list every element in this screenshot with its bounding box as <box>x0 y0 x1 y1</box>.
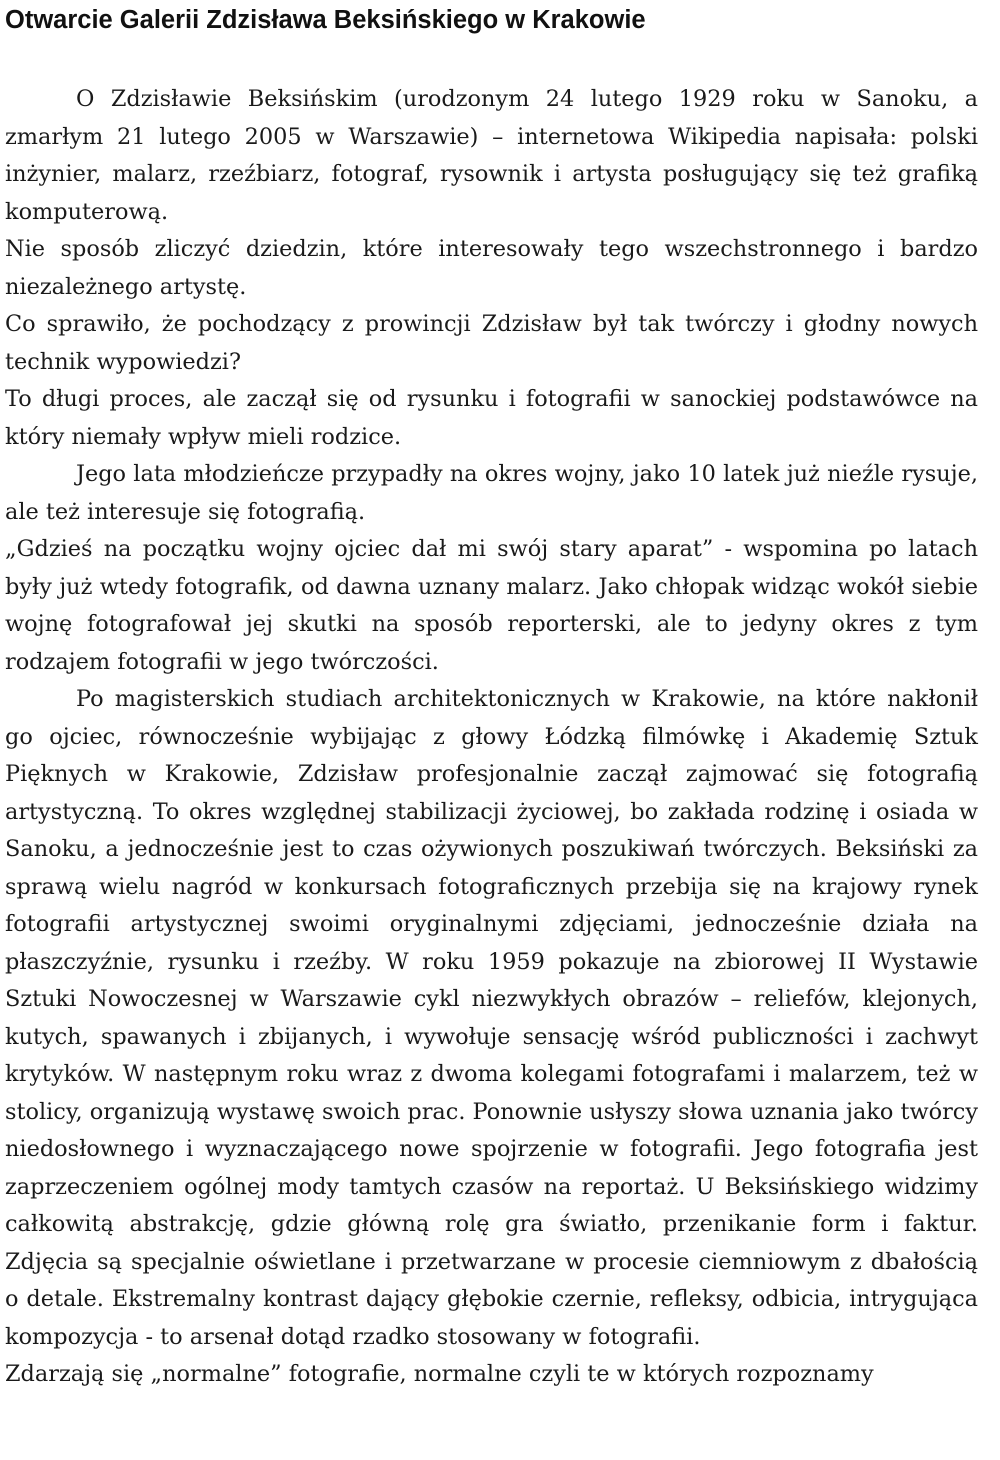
paragraph: Co sprawiło, że pochodzący z prowincji Zdzisław był tak twórczy i głodny nowych technik wypowiedzi? <box>5 311 978 375</box>
document-body <box>5 81 978 1394</box>
paragraph: Po magisterskich studiach architektonicznych w Krakowie, na które nakłonił go ojciec, równocześnie wybijając z głowy Łódzką filmówkę i Akademię Sztuk Pięknych w Krakowie, Zdzisław profesjonalnie zaczął zajmować się fotografią artystyczną. To okres względnej stabilizacji życiowej, bo zakłada rodzinę i osiada w Sanoku, a jednocześnie jest to czas ożywionych poszukiwań twórczych. Beksiński za sprawą wielu nagród w konkursach fotograficznych przebija się na krajowy rynek fotografii artystycznej swoimi oryginalnymi zdjęciami, jednocześnie działa na płaszczyźnie, rysunku i rzeźby. W roku 1959 pokazuje na zbiorowej II Wystawie Sztuki Nowoczesnej w Warszawie cykl niezwykłych obrazów – reliefów, klejonych, kutych, spawanych i zbijanych, i wywołuje sensację wśród publiczności i zachwyt krytyków. W następnym roku wraz z dwoma kolegami fotografami i malarzem, też w stolicy, organizują wystawę swoich prac. Ponownie usłyszy słowa uznania jako twórcy niedosłownego i wyznaczającego nowe spojrzenie w fotografii. Jego fotografia jest zaprzeczeniem ogólnej mody tamtych czasów na reportaż. U Beksińskiego widzimy całkowitą abstrakcję, gdzie główną rolę gra światło, przenikanie form i faktur. Zdjęcia są specjalnie oświetlane i przetwarzane w procesie ciemniowym z dbałością o detale. Ekstremalny kontrast dający głębokie czernie, refleksy, odbicia, intrygująca kompozycja - to arsenał dotąd rzadko stosowany w fotografii. <box>5 686 978 1350</box>
paragraph: O Zdzisławie Beksińskim (urodzonym 24 lutego 1929 roku w Sanoku, a zmarłym 21 lutego 2005 w Warszawie) – internetowa Wikipedia napisała: polski inżynier, malarz, rzeźbiarz, fotograf, rysownik i artysta posługujący się też grafiką komputerową. <box>5 86 978 225</box>
paragraph: Nie sposób zliczyć dziedzin, które interesowały tego wszechstronnego i bardzo niezależnego artystę. <box>5 236 978 300</box>
paragraph: Zdarzają się „normalne” fotografie, normalne czyli te w których rozpoznamy <box>5 1361 874 1387</box>
paragraph: Jego lata młodzieńcze przypadły na okres wojny, jako 10 latek już nieźle rysuje, ale też interesuje się fotografią. <box>5 461 978 525</box>
document-title: Otwarcie Galerii Zdzisława Beksińskiego w Krakowie <box>5 6 646 34</box>
paragraph: To długi proces, ale zaczął się od rysunku i fotografii w sanockiej podstawówce na który niemały wpływ mieli rodzice. <box>5 386 978 450</box>
paragraph: „Gdzieś na początku wojny ojciec dał mi swój stary aparat” - wspomina po latach były już wtedy fotografik, od dawna uznany malarz. Jako chłopak widząc wokół siebie wojnę fotografował jej skutki na sposób reporterski, ale to jedyny okres z tym rodzajem fotografii w jego twórczości. <box>5 536 978 675</box>
